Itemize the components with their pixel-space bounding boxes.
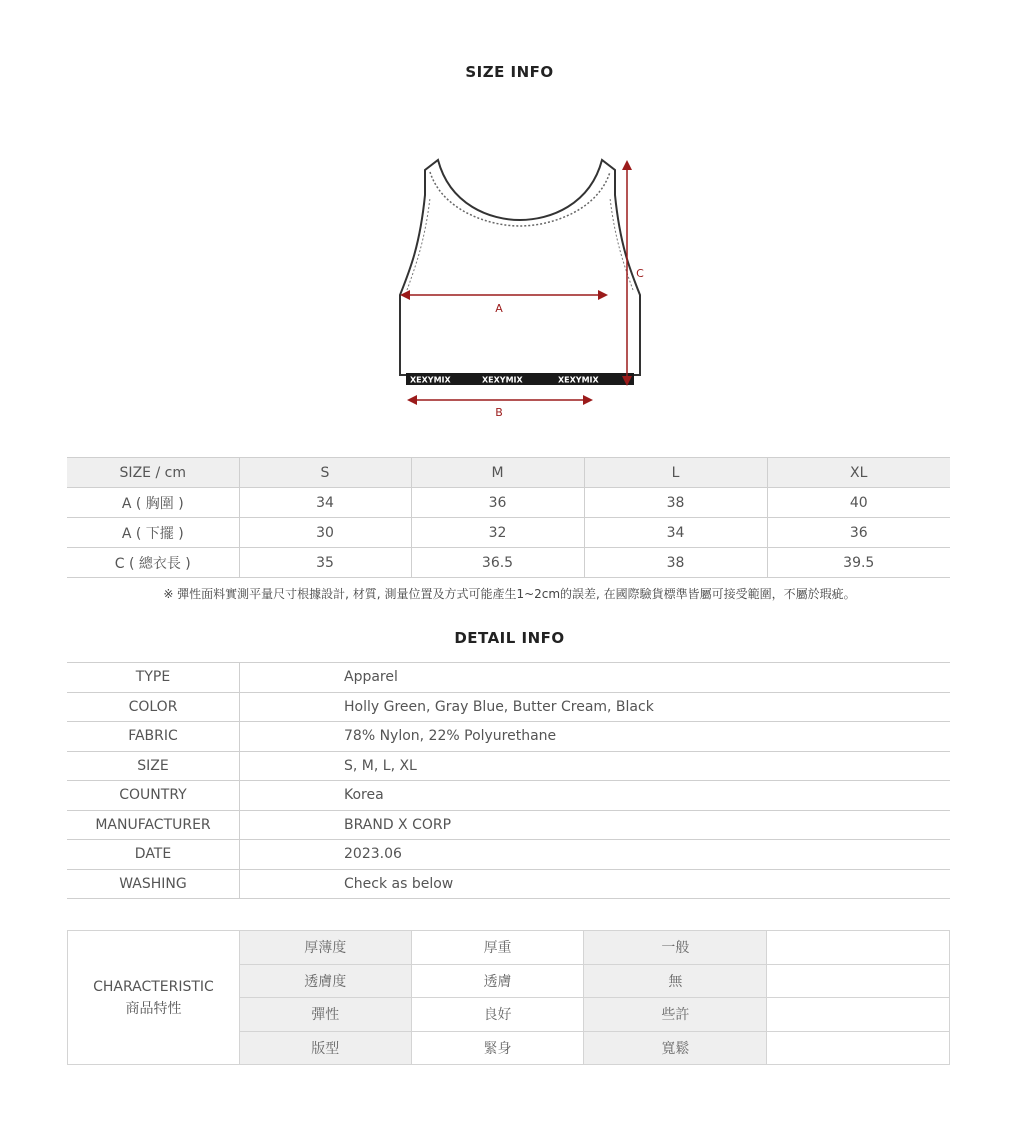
characteristic-option: 無 (584, 964, 767, 998)
characteristic-name: 彈性 (239, 998, 411, 1032)
row-label: C ( 總衣長 ) (67, 548, 239, 578)
characteristic-heading (68, 931, 240, 1065)
label-c: C (636, 267, 644, 280)
arrow-b (407, 395, 593, 405)
detail-label: WASHING (67, 869, 240, 899)
detail-label: MANUFACTURER (67, 810, 240, 840)
detail-value: Holly Green, Gray Blue, Butter Cream, Black (240, 692, 951, 722)
size-table-header (67, 458, 950, 488)
table-row (67, 518, 950, 548)
characteristic-heading-en: CHARACTERISTIC (93, 978, 214, 995)
header-cell: XL (767, 458, 950, 488)
waistband-text-2: XEXYMIX (482, 375, 523, 385)
characteristic-option (767, 998, 950, 1032)
cell: 40 (767, 488, 950, 518)
row-label: A ( 下擺 ) (67, 518, 239, 548)
detail-info-title: DETAIL INFO (454, 629, 565, 647)
detail-row-type (67, 663, 950, 693)
table-row (67, 488, 950, 518)
crop-top-outline (400, 160, 640, 375)
detail-row-fabric (67, 722, 950, 752)
detail-label: FABRIC (67, 722, 240, 752)
detail-label: COLOR (67, 692, 240, 722)
detail-value: Apparel (240, 663, 951, 693)
waistband-text-1: XEXYMIX (410, 375, 451, 385)
detail-label: SIZE (67, 751, 240, 781)
characteristic-option: 些許 (584, 998, 767, 1032)
characteristic-table (67, 930, 950, 1065)
detail-value: 2023.06 (240, 840, 951, 870)
header-cell: M (411, 458, 584, 488)
detail-label: DATE (67, 840, 240, 870)
cell: 38 (584, 488, 767, 518)
cell: 30 (239, 518, 411, 548)
characteristic-option: 一般 (584, 931, 767, 965)
characteristic-option (767, 1031, 950, 1065)
detail-row-manufacturer (67, 810, 950, 840)
detail-value: Korea (240, 781, 951, 811)
detail-row-washing (67, 869, 950, 899)
cell: 36 (767, 518, 950, 548)
detail-value: Check as below (240, 869, 951, 899)
detail-row-country (67, 781, 950, 811)
size-info-title: SIZE INFO (465, 63, 554, 81)
cell: 36 (411, 488, 584, 518)
detail-row-size (67, 751, 950, 781)
characteristic-name: 版型 (239, 1031, 411, 1065)
detail-row-date (67, 840, 950, 870)
cell: 36.5 (411, 548, 584, 578)
detail-value: BRAND X CORP (240, 810, 951, 840)
detail-value: 78% Nylon, 22% Polyurethane (240, 722, 951, 752)
detail-table (67, 662, 950, 899)
characteristic-option: 透膚 (411, 964, 584, 998)
header-cell: SIZE / cm (67, 458, 239, 488)
characteristic-option: 厚重 (411, 931, 584, 965)
characteristic-option: 寬鬆 (584, 1031, 767, 1065)
detail-label: COUNTRY (67, 781, 240, 811)
cell: 34 (239, 488, 411, 518)
characteristic-option (767, 931, 950, 965)
header-cell: L (584, 458, 767, 488)
cell: 35 (239, 548, 411, 578)
detail-label: TYPE (67, 663, 240, 693)
detail-value: S, M, L, XL (240, 751, 951, 781)
size-table (67, 457, 950, 578)
label-b: B (495, 406, 503, 419)
characteristic-option: 良好 (411, 998, 584, 1032)
cell: 34 (584, 518, 767, 548)
characteristic-heading-zh: 商品特性 (125, 1000, 182, 1017)
label-a: A (495, 302, 503, 315)
cell: 32 (411, 518, 584, 548)
row-label: A ( 胸圍 ) (67, 488, 239, 518)
header-cell: S (239, 458, 411, 488)
waistband-text-3: XEXYMIX (558, 375, 599, 385)
characteristic-option: 緊身 (411, 1031, 584, 1065)
characteristic-name: 透膚度 (239, 964, 411, 998)
cell: 39.5 (767, 548, 950, 578)
characteristic-name: 厚薄度 (239, 931, 411, 965)
table-row (67, 548, 950, 578)
garment-diagram (380, 150, 660, 430)
detail-row-color (67, 692, 950, 722)
cell: 38 (584, 548, 767, 578)
characteristic-row (68, 931, 950, 965)
measurement-note: ※ 彈性面料實測平量尺寸根據設計, 材質, 測量位置及方式可能產生1~2cm的誤差, 在國際驗貨標準皆屬可接受範圍，不屬於瑕疵。 (163, 587, 856, 601)
characteristic-option (767, 964, 950, 998)
